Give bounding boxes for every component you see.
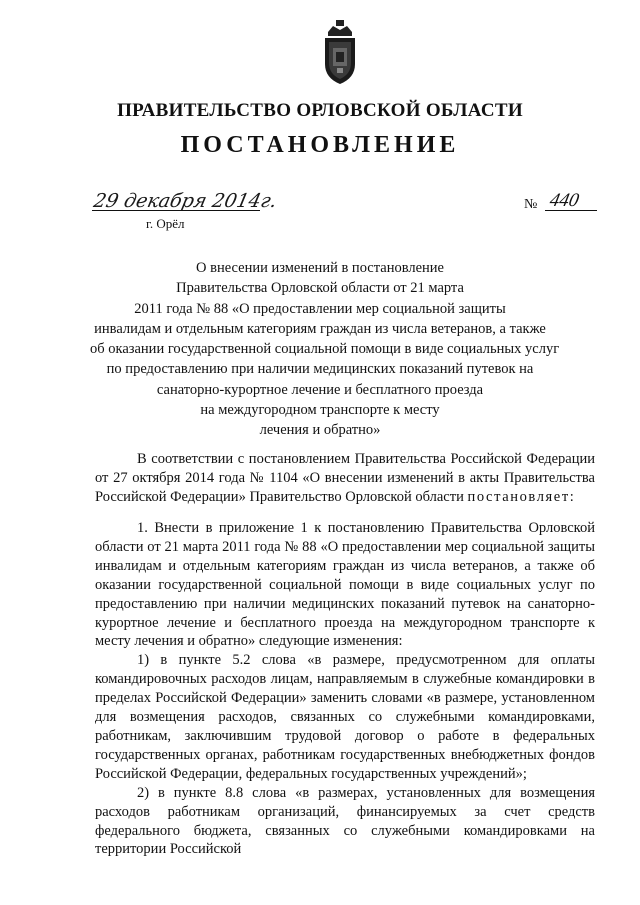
subject-line: санаторно-курортное лечение и бесплатного проезда (156, 381, 484, 398)
preamble-block (95, 450, 595, 507)
number-underline (545, 210, 597, 211)
number-label: № (524, 197, 538, 212)
subject-line: 2011 года № 88 «О предоставлении мер социальной защиты (134, 300, 506, 317)
subject-line: Правительства Орловской области от 21 марта (176, 280, 464, 297)
date-underline (92, 210, 260, 211)
item-1-subitem-2: 2) в пункте 8.8 слова «в размерах, установленных для возмещения расходов работникам организаций, финансируемых за счет средств федерального бюджета, связанных со служебными командировками на территории Российской (95, 784, 595, 858)
decree-items (95, 519, 595, 859)
item-1-subitem-1: 1) в пункте 5.2 слова «в размере, предусмотренном для оплаты командировочных расходов лицам, направляемым в служебные командировки в пределах Российской Федерации» заменить словами «в размере, установленном для возмещения расходов, связанных со служебными командировками, работникам, заключившим трудовой договор о работе в федеральных государственных органах, работникам государственных внебюджетных фондов Российской Федерации, федеральных государственных учреждений»; (95, 652, 595, 782)
subject-line: лечения и обратно» (259, 422, 381, 439)
government-title: ПРАВИТЕЛЬСТВО ОРЛОВСКОЙ ОБЛАСТИ (117, 100, 523, 121)
subject-line: на междугородном транспорте к месту (200, 402, 440, 419)
subject-line: об оказании государственной социальной помощи в виде социальных услуг (90, 341, 560, 358)
document-subject (90, 258, 560, 441)
preamble-paragraph (95, 450, 595, 507)
preamble-text: В соответствии с постановлением Правительства Российской Федерации от 27 октября 2014 года № 1104 «О внесении изменений в акты Правительства Российской Федерации» Правительство Орловской области (95, 451, 595, 505)
item-1: 1. Внести в приложение 1 к постановлению Правительства Орловской области от 21 марта 2011 года № 88 «О предоставлении мер социальной защиты инвалидам и отдельным категориям граждан из числа ветеранов, а также об оказании государственной социальной помощи в виде социальных услуг по предоставлению при наличии медицинских показаний путевок на санаторно-курортное лечение и бесплатного проезда на междугородном транспорте к месту лечения и обратно» следующие изменения: (95, 520, 595, 650)
city-label: г. Орёл (146, 216, 185, 231)
subject-line: инвалидам и отдельным категориям граждан из числа ветеранов, а также (94, 320, 546, 337)
coat-of-arms-icon (318, 18, 362, 86)
handwritten-date: 29 декабря 2014г. (91, 190, 279, 212)
preamble-action: постановляет: (467, 488, 576, 505)
handwritten-number: 440 (547, 190, 581, 211)
subject-line: по предоставлению при наличии медицинских показаний путевок на (106, 361, 534, 378)
subject-line: О внесении изменений в постановление (196, 260, 444, 276)
document-type-title: ПОСТАНОВЛЕНИЕ (180, 132, 460, 158)
